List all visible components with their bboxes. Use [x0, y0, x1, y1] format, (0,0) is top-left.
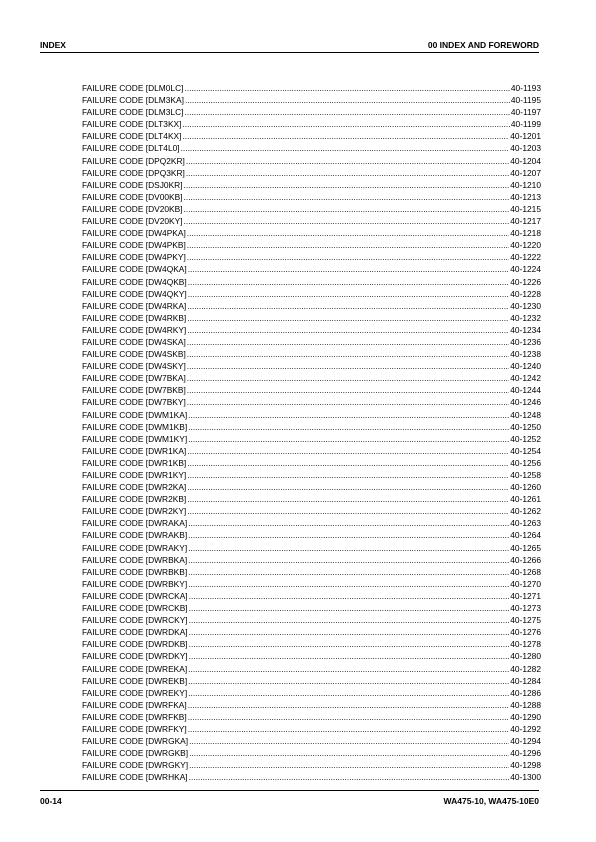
dot-leader: [188, 554, 509, 566]
dot-leader: [189, 602, 510, 614]
index-entry-page-reference: 40-1230: [510, 300, 541, 311]
index-entry-label: FAILURE CODE [DWM1KB]: [82, 421, 188, 432]
dot-leader: [187, 493, 509, 505]
index-entry-label: FAILURE CODE [DPQ2KR]: [82, 155, 185, 166]
index-entry-label: FAILURE CODE [DWREKY]: [82, 687, 188, 698]
dot-leader: [187, 348, 509, 360]
dot-leader: [189, 590, 510, 602]
index-entry-label: FAILURE CODE [DW4PKA]: [82, 228, 186, 239]
index-entry-label: FAILURE CODE [DLM3LC]: [82, 107, 184, 118]
index-entry-label: FAILURE CODE [DWRGKY]: [82, 760, 189, 771]
index-entry-page-reference: 40-1232: [510, 312, 541, 323]
dot-leader: [181, 142, 510, 154]
index-entry-page-reference: 40-1204: [510, 155, 541, 166]
index-entry-label: FAILURE CODE [DWRCKY]: [82, 615, 188, 626]
index-entry-page-reference: 40-1290: [510, 711, 541, 722]
index-entry[interactable]: [82, 227, 541, 239]
index-entry[interactable]: [82, 517, 541, 529]
dot-leader: [188, 663, 509, 675]
index-entry[interactable]: [82, 167, 541, 179]
index-entry[interactable]: [82, 457, 541, 469]
index-entry[interactable]: [82, 554, 541, 566]
index-entry[interactable]: [82, 614, 541, 626]
index-entry-label: FAILURE CODE [DWRAKY]: [82, 542, 188, 553]
index-entry[interactable]: [82, 566, 541, 578]
index-entry-label: FAILURE CODE [DWM1KA]: [82, 409, 188, 420]
index-entry-label: FAILURE CODE [DW7BKY]: [82, 397, 186, 408]
index-entry[interactable]: [82, 529, 541, 541]
dot-leader: [184, 191, 510, 203]
dot-leader: [184, 215, 510, 227]
index-entry[interactable]: [82, 747, 541, 759]
index-entry-page-reference: 40-1218: [510, 228, 541, 239]
index-entry[interactable]: [82, 384, 541, 396]
index-entry[interactable]: [82, 735, 541, 747]
dot-leader: [188, 517, 509, 529]
dot-leader: [188, 687, 509, 699]
dot-leader: [187, 384, 509, 396]
index-entry[interactable]: [82, 481, 541, 493]
dot-leader: [184, 82, 509, 94]
index-entry-label: FAILURE CODE [DW4RKY]: [82, 324, 187, 335]
index-entry-label: FAILURE CODE [DV20KY]: [82, 216, 183, 227]
index-entry-label: FAILURE CODE [DWRDKA]: [82, 627, 188, 638]
dot-leader: [189, 614, 510, 626]
index-entry-label: FAILURE CODE [DV00KB]: [82, 191, 183, 202]
index-entry[interactable]: [82, 711, 541, 723]
index-entry-page-reference: 40-1217: [510, 216, 541, 227]
index-entry-page-reference: 40-1262: [510, 506, 541, 517]
index-entry-label: FAILURE CODE [DW4SKY]: [82, 361, 186, 372]
page-number: 00-14: [40, 796, 62, 806]
index-entry[interactable]: [82, 650, 541, 662]
index-entry[interactable]: [82, 445, 541, 457]
index-entry-label: FAILURE CODE [DLM0LC]: [82, 83, 184, 93]
index-entry[interactable]: [82, 263, 541, 275]
index-entry-page-reference: 40-1203: [510, 143, 541, 154]
index-entry-page-reference: 40-1224: [510, 264, 541, 275]
dot-leader: [187, 445, 509, 457]
index-entry[interactable]: [82, 505, 541, 517]
index-entry[interactable]: [82, 699, 541, 711]
dot-leader: [189, 759, 509, 771]
dot-leader: [187, 481, 509, 493]
index-entry-label: FAILURE CODE [DWR2KA]: [82, 482, 187, 493]
index-entry-label: FAILURE CODE [DWRDKY]: [82, 651, 188, 662]
index-entry-label: FAILURE CODE [DW4SKA]: [82, 336, 186, 347]
index-entry-page-reference: 40-1215: [510, 203, 541, 214]
index-entry[interactable]: [82, 675, 541, 687]
dot-leader: [188, 699, 510, 711]
index-entry-page-reference: 40-1260: [510, 482, 541, 493]
index-entry[interactable]: [82, 372, 541, 384]
index-entry-page-reference: 40-1280: [510, 651, 541, 662]
index-entry-page-reference: 40-1236: [510, 336, 541, 347]
index-entry-page-reference: 40-1276: [510, 627, 541, 638]
dot-leader: [186, 167, 509, 179]
index-entry[interactable]: [82, 602, 541, 614]
dot-leader: [184, 179, 510, 191]
index-entry[interactable]: [82, 312, 541, 324]
dot-leader: [187, 372, 509, 384]
index-entry-page-reference: 40-1250: [510, 421, 541, 432]
index-entry[interactable]: [82, 396, 541, 408]
index-entry-label: FAILURE CODE [DW4QKA]: [82, 264, 187, 275]
dot-leader: [184, 203, 510, 215]
index-entry[interactable]: [82, 300, 541, 312]
index-entry-label: FAILURE CODE [DWRBKA]: [82, 554, 188, 565]
index-entry-page-reference: 40-1278: [510, 639, 541, 650]
index-entry[interactable]: [82, 251, 541, 263]
index-entry[interactable]: [82, 542, 541, 554]
index-entry-label: FAILURE CODE [DWR2KB]: [82, 494, 187, 505]
header-divider: [40, 52, 539, 53]
index-entry-page-reference: 40-1207: [510, 167, 541, 178]
index-entry-page-reference: 40-1234: [510, 324, 541, 335]
index-entry-label: FAILURE CODE [DWRAKA]: [82, 518, 188, 529]
index-entry[interactable]: [82, 324, 541, 336]
dot-leader: [187, 227, 509, 239]
index-entry-page-reference: 40-1201: [510, 131, 541, 142]
dot-leader: [188, 409, 509, 421]
index-entry[interactable]: [82, 638, 541, 650]
index-entry-page-reference: 40-1254: [510, 445, 541, 456]
index-entry[interactable]: [82, 421, 541, 433]
index-entry-page-reference: 40-1240: [510, 361, 541, 372]
index-entry[interactable]: [82, 590, 541, 602]
dot-leader: [187, 300, 509, 312]
index-entry-page-reference: 40-1292: [510, 723, 541, 734]
index-entry-page-reference: 40-1286: [510, 687, 541, 698]
index-entry-page-reference: 40-1296: [510, 748, 541, 759]
index-entry-page-reference: 40-1246: [510, 397, 541, 408]
dot-leader: [185, 94, 510, 106]
index-entry[interactable]: [82, 276, 541, 288]
index-entry[interactable]: [82, 179, 541, 191]
index-entry-label: FAILURE CODE [DWRBKY]: [82, 578, 188, 589]
dot-leader: [188, 529, 509, 541]
index-entry[interactable]: [82, 469, 541, 481]
dot-leader: [188, 711, 510, 723]
index-entry-label: FAILURE CODE [DWRFKB]: [82, 711, 187, 722]
dot-leader: [189, 650, 510, 662]
dot-leader: [188, 542, 509, 554]
index-entry-page-reference: 40-1258: [510, 470, 541, 480]
index-entry-page-reference: 40-1268: [510, 566, 541, 577]
index-entry[interactable]: [82, 759, 541, 771]
dot-leader: [188, 723, 510, 735]
index-entry-label: FAILURE CODE [DSJ0KR]: [82, 179, 183, 190]
index-entry-label: FAILURE CODE [DWREKB]: [82, 675, 188, 686]
index-entry-page-reference: 40-1298: [510, 760, 541, 771]
index-entry-label: FAILURE CODE [DWR1KB]: [82, 457, 187, 468]
index-entry-page-reference: 40-1238: [510, 349, 541, 360]
dot-leader: [187, 505, 509, 517]
index-entry-page-reference: 40-1210: [510, 179, 541, 190]
dot-leader: [189, 735, 509, 747]
dot-leader: [188, 288, 510, 300]
dot-leader: [187, 469, 509, 481]
index-entry[interactable]: [82, 409, 541, 421]
index-entry-page-reference: 40-1256: [510, 457, 541, 468]
index-entry[interactable]: [82, 130, 541, 142]
dot-leader: [188, 566, 509, 578]
index-entry-label: FAILURE CODE [DV20KB]: [82, 203, 183, 214]
dot-leader: [188, 433, 509, 445]
model-designation: WA475-10, WA475-10E0: [443, 796, 539, 806]
dot-leader: [187, 457, 509, 469]
dot-leader: [182, 130, 509, 142]
index-entry-label: FAILURE CODE [DWRFKY]: [82, 723, 187, 734]
dot-leader: [187, 324, 509, 336]
index-entry-label: FAILURE CODE [DLT3KX]: [82, 119, 182, 130]
index-entry-label: FAILURE CODE [DWRAKB]: [82, 530, 188, 541]
index-entry-label: FAILURE CODE [DW4QKB]: [82, 276, 187, 287]
index-entry[interactable]: [82, 360, 541, 372]
index-entry[interactable]: [82, 348, 541, 360]
index-entry[interactable]: [82, 191, 541, 203]
index-entry-label: FAILURE CODE [DWRGKA]: [82, 736, 189, 747]
index-entry-page-reference: 40-1195: [510, 95, 541, 106]
index-entry-page-reference: 40-1222: [510, 252, 541, 263]
index-entry-label: FAILURE CODE [DWRFKA]: [82, 699, 187, 710]
dot-leader: [188, 263, 510, 275]
index-entry-page-reference: 40-1261: [510, 494, 541, 505]
index-entry-page-reference: 40-1266: [510, 554, 541, 565]
index-entry[interactable]: [82, 155, 541, 167]
index-entry-page-reference: 40-1284: [510, 675, 541, 686]
index-entry-page-reference: 40-1228: [510, 288, 541, 299]
dot-leader: [188, 578, 509, 590]
index-entry[interactable]: [82, 82, 541, 94]
index-entry-page-reference: 40-1226: [510, 276, 541, 287]
index-entry[interactable]: [82, 578, 541, 590]
index-entry-page-reference: 40-1265: [510, 542, 541, 553]
index-entry-label: FAILURE CODE [DWRDKB]: [82, 639, 188, 650]
index-entry-label: FAILURE CODE [DWRGKB]: [82, 748, 189, 759]
index-entry-label: FAILURE CODE [DW4RKA]: [82, 300, 187, 311]
index-entry[interactable]: [82, 288, 541, 300]
header-section-title: INDEX: [40, 40, 66, 50]
index-entry-page-reference: 40-1271: [510, 590, 541, 601]
index-entry-page-reference: 40-1213: [510, 191, 541, 202]
index-entry-page-reference: 40-1197: [510, 107, 541, 118]
index-entry[interactable]: [82, 626, 541, 638]
index-entry-label: FAILURE CODE [DW4RKB]: [82, 312, 187, 323]
index-entry[interactable]: [82, 663, 541, 675]
index-entry-page-reference: 40-1294: [510, 736, 541, 747]
index-entry-label: FAILURE CODE [DWRBKB]: [82, 566, 188, 577]
index-entry-page-reference: 40-1273: [510, 603, 541, 614]
index-entry[interactable]: [82, 215, 541, 227]
dot-leader: [187, 239, 509, 251]
dot-leader: [187, 360, 509, 372]
index-entry-page-reference: 40-1199: [510, 119, 541, 130]
index-entry[interactable]: [82, 142, 541, 154]
index-entry-label: FAILURE CODE [DW7BKB]: [82, 385, 186, 396]
index-entry[interactable]: [82, 723, 541, 735]
dot-leader: [186, 155, 509, 167]
index-entry[interactable]: [82, 336, 541, 348]
index-entry-page-reference: 40-1242: [510, 373, 541, 384]
page-header: [40, 36, 539, 50]
index-entry-label: FAILURE CODE [DPQ3KR]: [82, 167, 185, 178]
index-entry-label: FAILURE CODE [DW4PKB]: [82, 240, 186, 251]
dot-leader: [182, 118, 509, 130]
index-entry-label: FAILURE CODE [DWR1KY]: [82, 470, 187, 480]
index-entry-label: FAILURE CODE [DWRCKA]: [82, 590, 188, 601]
index-entry-page-reference: 40-1282: [510, 663, 541, 674]
dot-leader: [187, 312, 509, 324]
index-entry-label: FAILURE CODE [DLT4L0]: [82, 143, 180, 154]
dot-leader: [189, 771, 510, 783]
index-list: [82, 82, 541, 783]
index-entry[interactable]: [82, 106, 541, 118]
index-entry-page-reference: 40-1263: [510, 518, 541, 529]
dot-leader: [187, 396, 509, 408]
dot-leader: [187, 336, 509, 348]
index-entry[interactable]: [82, 203, 541, 215]
footer-divider: [40, 790, 539, 791]
index-entry-label: FAILURE CODE [DWRHKA]: [82, 772, 188, 783]
index-entry-page-reference: 40-1252: [510, 433, 541, 444]
index-entry-label: FAILURE CODE [DW4PKY]: [82, 252, 186, 263]
index-entry-label: FAILURE CODE [DW7BKA]: [82, 373, 186, 384]
dot-leader: [187, 251, 509, 263]
index-entry[interactable]: [82, 118, 541, 130]
dot-leader: [188, 675, 509, 687]
index-entry-label: FAILURE CODE [DLM3KA]: [82, 95, 184, 106]
index-entry-label: FAILURE CODE [DW4QKY]: [82, 288, 187, 299]
index-entry-label: FAILURE CODE [DLT4KX]: [82, 131, 182, 142]
dot-leader: [189, 626, 510, 638]
index-entry-page-reference: 40-1275: [510, 615, 541, 626]
index-entry-label: FAILURE CODE [DWM1KY]: [82, 433, 188, 444]
index-entry-label: FAILURE CODE [DW4SKB]: [82, 349, 186, 360]
index-entry-page-reference: 40-1300: [510, 772, 541, 783]
dot-leader: [189, 747, 509, 759]
index-entry-page-reference: 40-1220: [510, 240, 541, 251]
index-entry-page-reference: 40-1244: [510, 385, 541, 396]
index-entry[interactable]: [82, 687, 541, 699]
index-entry[interactable]: [82, 94, 541, 106]
index-entry[interactable]: [82, 771, 541, 783]
index-entry-label: FAILURE CODE [DWR2KY]: [82, 506, 187, 517]
index-entry-page-reference: 40-1248: [510, 409, 541, 420]
index-entry-label: FAILURE CODE [DWREKA]: [82, 663, 188, 674]
page-footer: [40, 796, 539, 810]
header-chapter-title: 00 INDEX AND FOREWORD: [427, 40, 539, 50]
dot-leader: [189, 638, 510, 650]
dot-leader: [184, 106, 509, 118]
index-entry[interactable]: [82, 433, 541, 445]
index-entry-label: FAILURE CODE [DWR1KA]: [82, 445, 187, 456]
index-entry[interactable]: [82, 239, 541, 251]
index-entry[interactable]: [82, 493, 541, 505]
dot-leader: [188, 276, 510, 288]
index-entry-page-reference: 40-1264: [510, 530, 541, 541]
dot-leader: [188, 421, 509, 433]
index-entry-page-reference: 40-1270: [510, 578, 541, 589]
index-entry-page-reference: 40-1193: [510, 83, 541, 93]
index-entry-page-reference: 40-1288: [510, 699, 541, 710]
index-entry-label: FAILURE CODE [DWRCKB]: [82, 603, 188, 614]
